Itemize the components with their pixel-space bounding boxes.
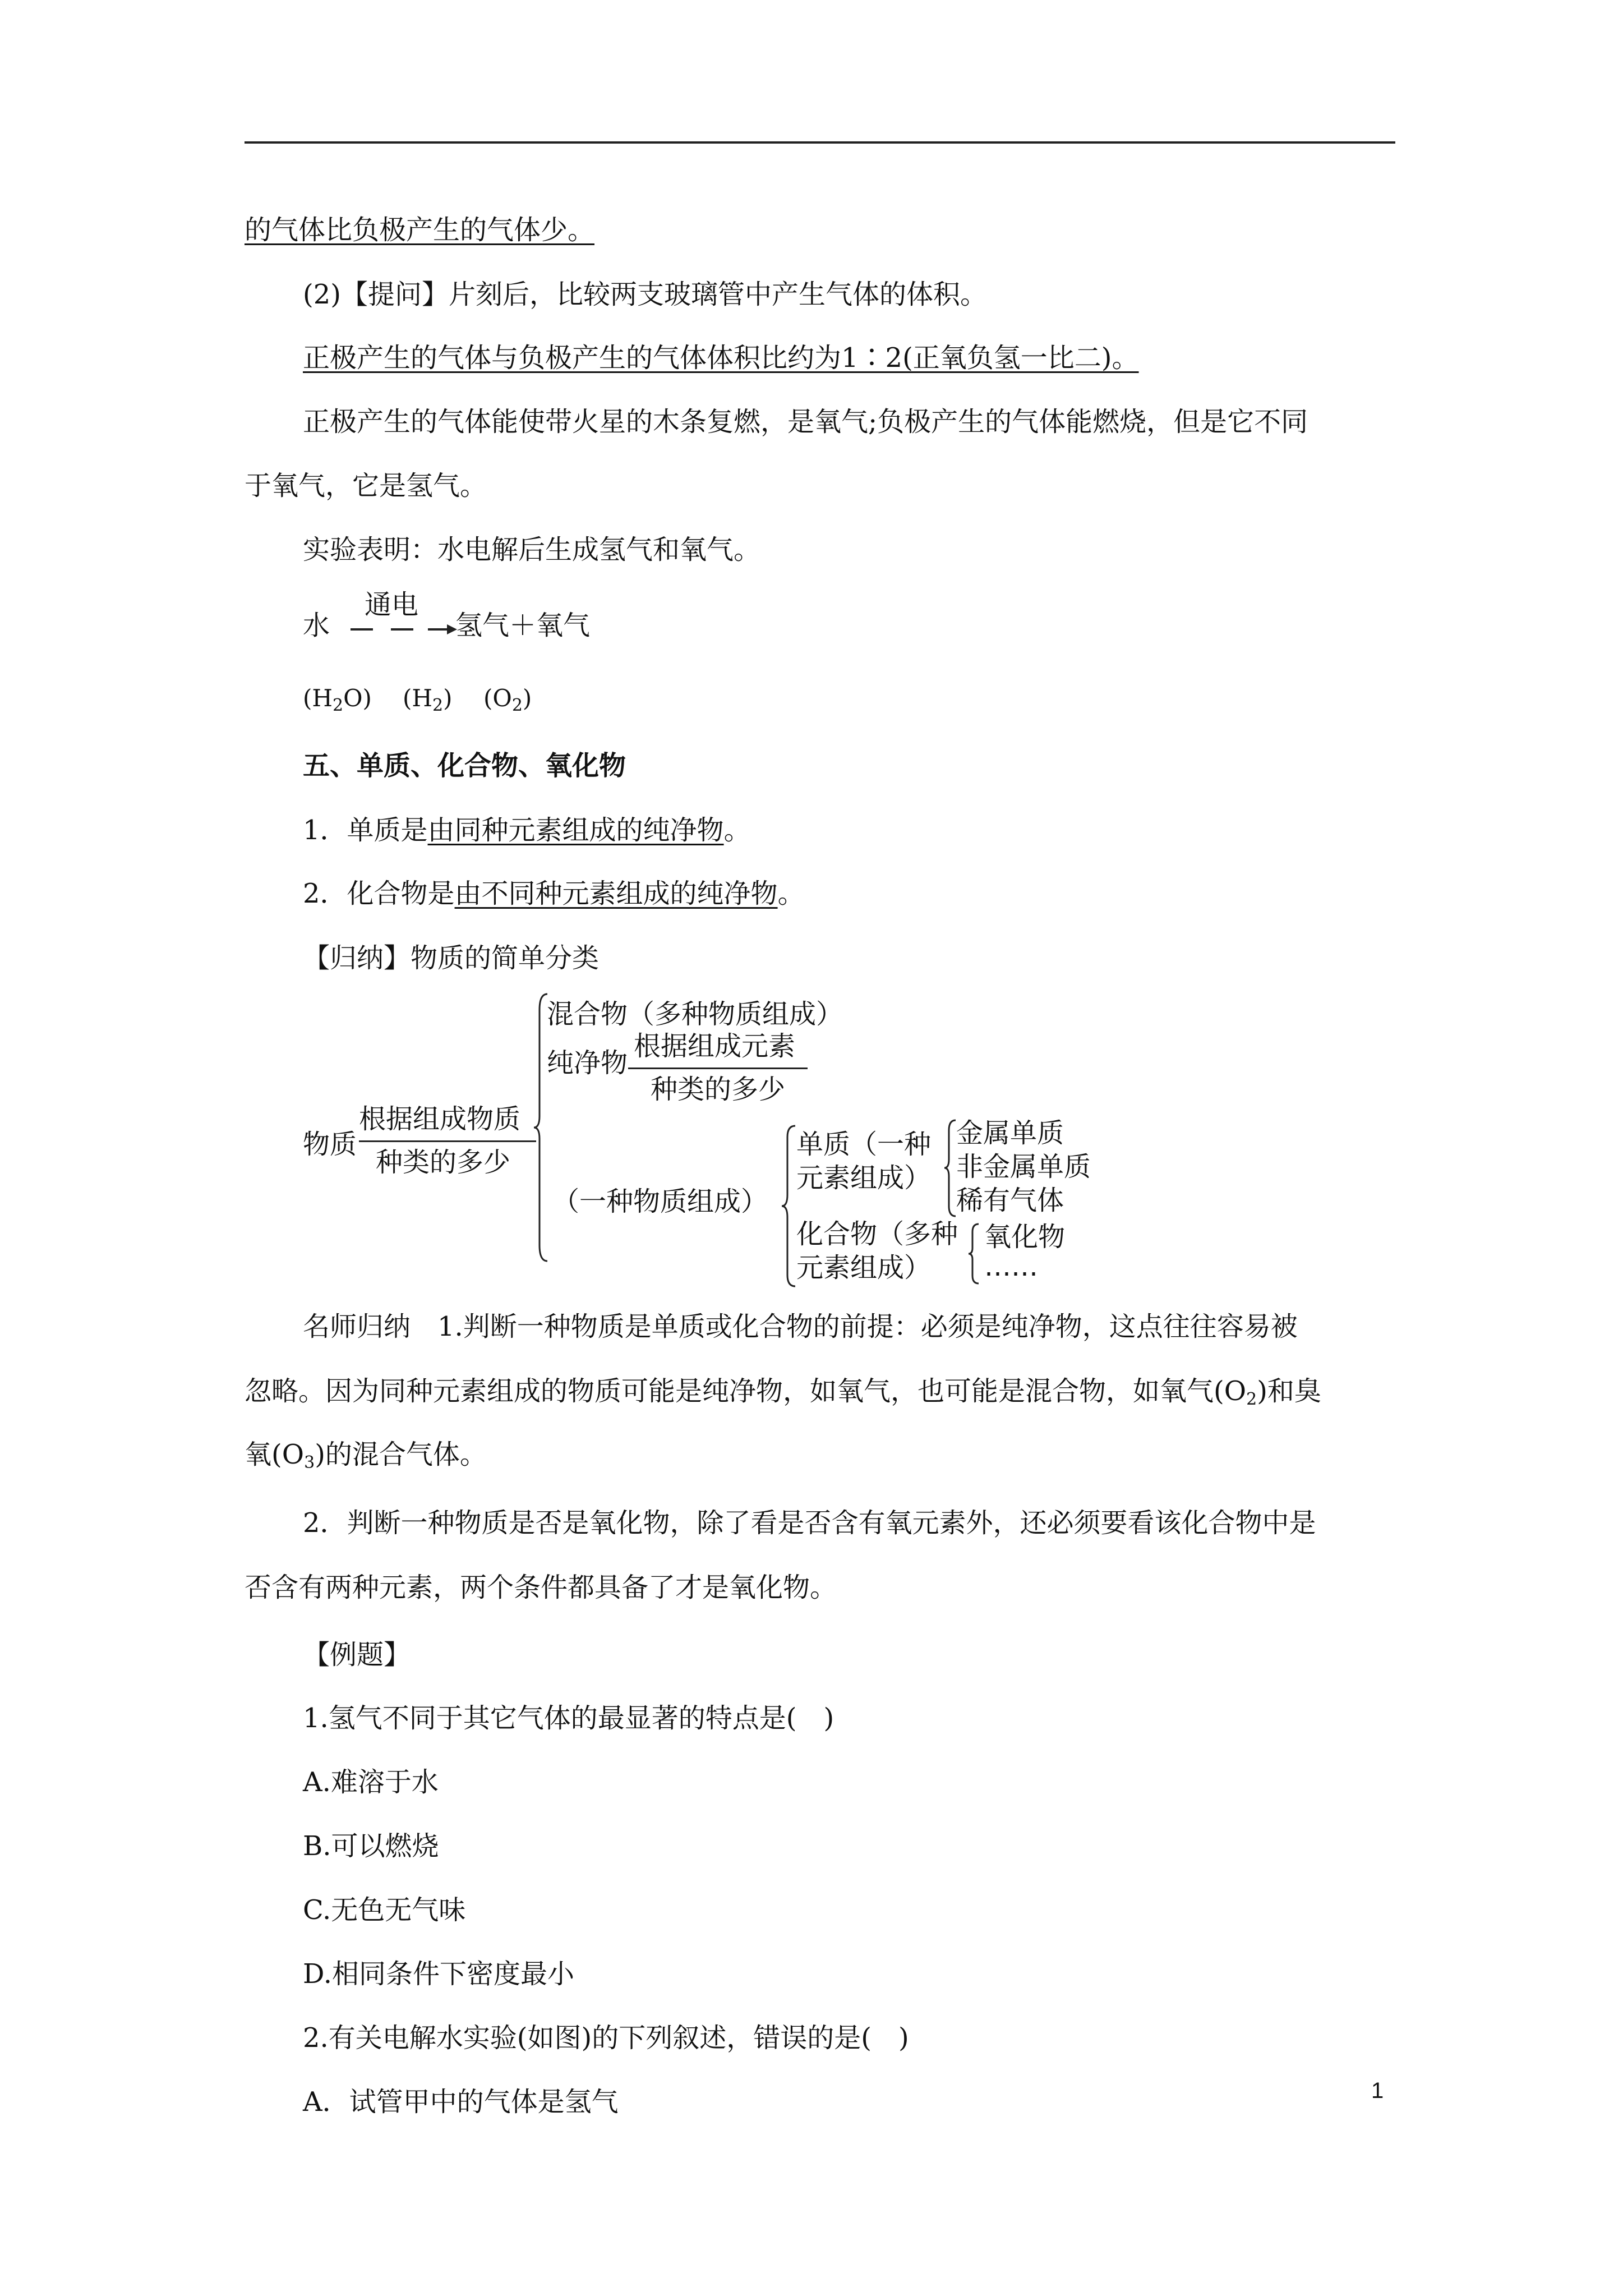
- summary-title: 【归纳】物质的简单分类: [303, 942, 600, 974]
- diagram-compound-line2: 元素组成）: [796, 1252, 932, 1283]
- diagram-one-substance: （一种物质组成）: [552, 1186, 768, 1217]
- text-line: 的气体比负极产生的气体少。: [245, 214, 595, 246]
- note-line: 否含有两种元素，两个条件都具备了才是氧化物。: [245, 1572, 837, 1603]
- diagram-matter: 物质: [303, 1129, 357, 1160]
- diagram-mixture: 混合物（多种物质组成）: [547, 999, 843, 1030]
- question-2: 2.有关电解水实验(如图)的下列叙述，错误的是( ): [303, 2022, 909, 2054]
- diagram-element-line2: 元素组成）: [796, 1162, 932, 1194]
- formula-hydrogen: $(H_2)$: [403, 684, 453, 715]
- section-heading: 五、单质、化合物、氧化物: [303, 750, 626, 781]
- diagram-metal: 金属单质: [956, 1117, 1064, 1149]
- fraction-line: [359, 1140, 536, 1142]
- equation-products: 氢气＋氧气: [455, 610, 591, 641]
- definition-element: 1．单质是由同种元素组成的纯净物。: [303, 815, 751, 846]
- formula-oxygen: $(O_2)$: [483, 684, 532, 715]
- left-brace-icon: [781, 1125, 797, 1290]
- diagram-criterion2-bottom: 种类的多少: [651, 1074, 786, 1105]
- diagram-nonmetal: 非金属单质: [956, 1151, 1091, 1182]
- question-2-option-a: A．试管甲中的气体是氢气: [303, 2086, 619, 2118]
- text-line: 正极产生的气体与负极产生的气体体积比约为1∶2(正氧负氢一比二)。: [303, 342, 1139, 374]
- diagram-oxide: 氧化物: [984, 1221, 1066, 1253]
- question-1-option-c: C.无色无气味: [303, 1894, 466, 1926]
- note-line: 名师归纳 1.判断一种物质是单质或化合物的前提：必须是纯净物，这点往往容易被: [303, 1311, 1298, 1342]
- question-1: 1.氢气不同于其它气体的最显著的特点是( ): [303, 1703, 834, 1734]
- header-rule: [245, 141, 1395, 144]
- diagram-criterion1-top: 根据组成物质: [359, 1103, 521, 1135]
- diagram-element-line1: 单质（一种: [796, 1129, 932, 1160]
- equation-condition: 通电: [365, 589, 419, 620]
- arrow-icon: [351, 623, 457, 636]
- diagram-ellipsis: ……: [984, 1251, 1038, 1282]
- equation-water: 水: [303, 610, 330, 641]
- text-line: 实验表明：水电解后生成氢气和氧气。: [303, 534, 761, 565]
- text-line: 正极产生的气体能使带火星的木条复燃，是氧气;负极产生的气体能燃烧，但是它不同: [303, 406, 1308, 438]
- examples-title: 【例题】: [303, 1639, 411, 1671]
- page-number: 1: [1371, 2078, 1384, 2103]
- definition-compound: 2．化合物是由不同种元素组成的纯净物。: [303, 878, 805, 909]
- text-line: 于氧气，它是氢气。: [245, 470, 487, 501]
- text-line: (2)【提问】片刻后，比较两支玻璃管中产生气体的体积。: [303, 279, 987, 310]
- question-1-option-a: A.难溶于水: [303, 1766, 439, 1798]
- diagram-noble-gas: 稀有气体: [956, 1185, 1064, 1216]
- diagram-compound-line1: 化合物（多种: [796, 1218, 958, 1250]
- diagram-criterion1-bottom: 种类的多少: [376, 1147, 511, 1178]
- formula-water: $(H_2O)$: [303, 684, 372, 715]
- left-brace-icon: [943, 1119, 957, 1220]
- fraction-line: [628, 1068, 808, 1069]
- note-line: 2．判断一种物质是否是氧化物，除了看是否含有氧元素外，还必须要看该化合物中是: [303, 1507, 1316, 1539]
- question-1-option-d: D.相同条件下密度最小: [303, 1958, 575, 1990]
- left-brace-icon: [967, 1223, 980, 1287]
- diagram-criterion2-top: 根据组成元素: [634, 1030, 796, 1062]
- left-brace-icon: [533, 993, 550, 1264]
- question-1-option-b: B.可以燃烧: [303, 1830, 439, 1862]
- note-line: 忽略。因为同种元素组成的物质可能是纯净物，如氧气，也可能是混合物，如氧气$(O_2)$和臭: [245, 1375, 1321, 1409]
- diagram-pure: 纯净物: [547, 1047, 628, 1079]
- note-line: 氧$(O_3)$的混合气体。: [245, 1439, 487, 1473]
